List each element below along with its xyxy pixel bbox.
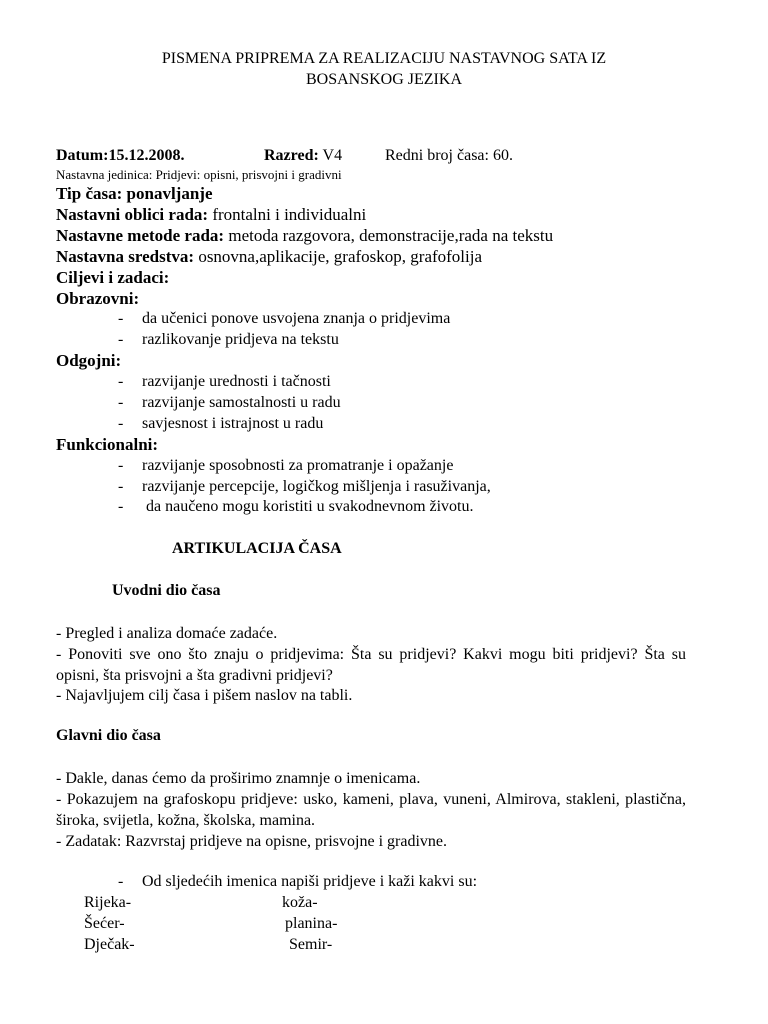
paragraph: - Pregled i analiza domaće zadaće. xyxy=(56,625,278,642)
list-item: - razvijanje sposobnosti za promatranje i opažanje xyxy=(118,457,454,474)
list-item: - razvijanje urednosti i tačnosti xyxy=(118,373,331,390)
funkcionalni-label: Funkcionalni: xyxy=(56,435,159,454)
nastavne-metode: Nastavne metode rada: metoda razgovora, demonstracije,rada na tekstu xyxy=(56,226,554,245)
tip-casa: Tip časa: ponavljanje xyxy=(56,184,213,203)
paragraph: - Ponoviti sve ono što znaju o pridjevima: Šta su pridjevi? Kakvi mogu biti pridjevi? Šta su opisni, šta prisvojni a šta gradivni pridjevi? xyxy=(56,646,686,684)
list-item: - razvijanje samostalnosti u radu xyxy=(118,394,341,411)
list-item: - da naučeno mogu koristiti u svakodnevnom životu. xyxy=(118,498,474,515)
datum-label: Datum:15.12.2008. xyxy=(56,147,185,164)
paragraph: - Dakle, danas ćemo da proširimo znamnje o imenicama. xyxy=(56,770,421,787)
odgojni-label: Odgojni: xyxy=(56,351,122,370)
list-item: - razvijanje percepcije, logičkog mišljenja i rasuživanja, xyxy=(118,478,491,495)
paragraph: - Najavljujem cilj časa i pišem naslov na tabli. xyxy=(56,687,353,704)
word-item: Dječak- xyxy=(84,936,135,953)
list-item: - da učenici ponove usvojena znanja o pridjevima xyxy=(118,310,451,327)
redni-broj-casa: Redni broj časa: 60. xyxy=(385,147,513,164)
ciljevi-i-zadaci: Ciljevi i zadaci: xyxy=(56,268,170,287)
word-item: Semir- xyxy=(289,936,333,953)
section-heading-glavni: Glavni dio časa xyxy=(56,727,161,744)
nastavni-oblici: Nastavni oblici rada: frontalni i individualni xyxy=(56,205,367,224)
list-item: - savjesnost i istrajnost u radu xyxy=(118,415,324,432)
obrazovni-label: Obrazovni: xyxy=(56,289,140,308)
word-item: Rijeka- xyxy=(84,894,132,911)
document-title-line-2: BOSANSKOG JEZIKA xyxy=(305,71,462,88)
paragraph: - Pokazujem na grafoskopu pridjeve: usko, kameni, plava, vuneni, Almirova, stakleni, plastična, široka, svijetla, kožna, školska, mamina. xyxy=(56,791,686,829)
razred: Razred: V4 xyxy=(264,147,343,164)
word-item: koža- xyxy=(282,894,318,911)
list-item: - razlikovanje pridjeva na tekstu xyxy=(118,331,339,348)
word-item: planina- xyxy=(285,915,338,932)
nastavna-jedinica: Nastavna jedinica: Pridjevi: opisni, prisvojni i gradivni xyxy=(56,167,342,182)
nastavna-sredstva: Nastavna sredstva: osnovna,aplikacije, grafoskop, grafofolija xyxy=(56,247,483,266)
document-title-line-1: PISMENA PRIPREMA ZA REALIZACIJU NASTAVNOG SATA IZ xyxy=(161,50,607,67)
task-instruction: - Od sljedećih imenica napiši pridjeve i kaži kakvi su: xyxy=(118,873,478,890)
section-heading-artikulacija: ARTIKULACIJA ČASA xyxy=(172,540,342,557)
word-item: Šećer- xyxy=(84,915,125,932)
paragraph: - Zadatak: Razvrstaj pridjeve na opisne, prisvojne i gradivne. xyxy=(56,833,447,850)
section-heading-uvodni: Uvodni dio časa xyxy=(112,582,221,599)
